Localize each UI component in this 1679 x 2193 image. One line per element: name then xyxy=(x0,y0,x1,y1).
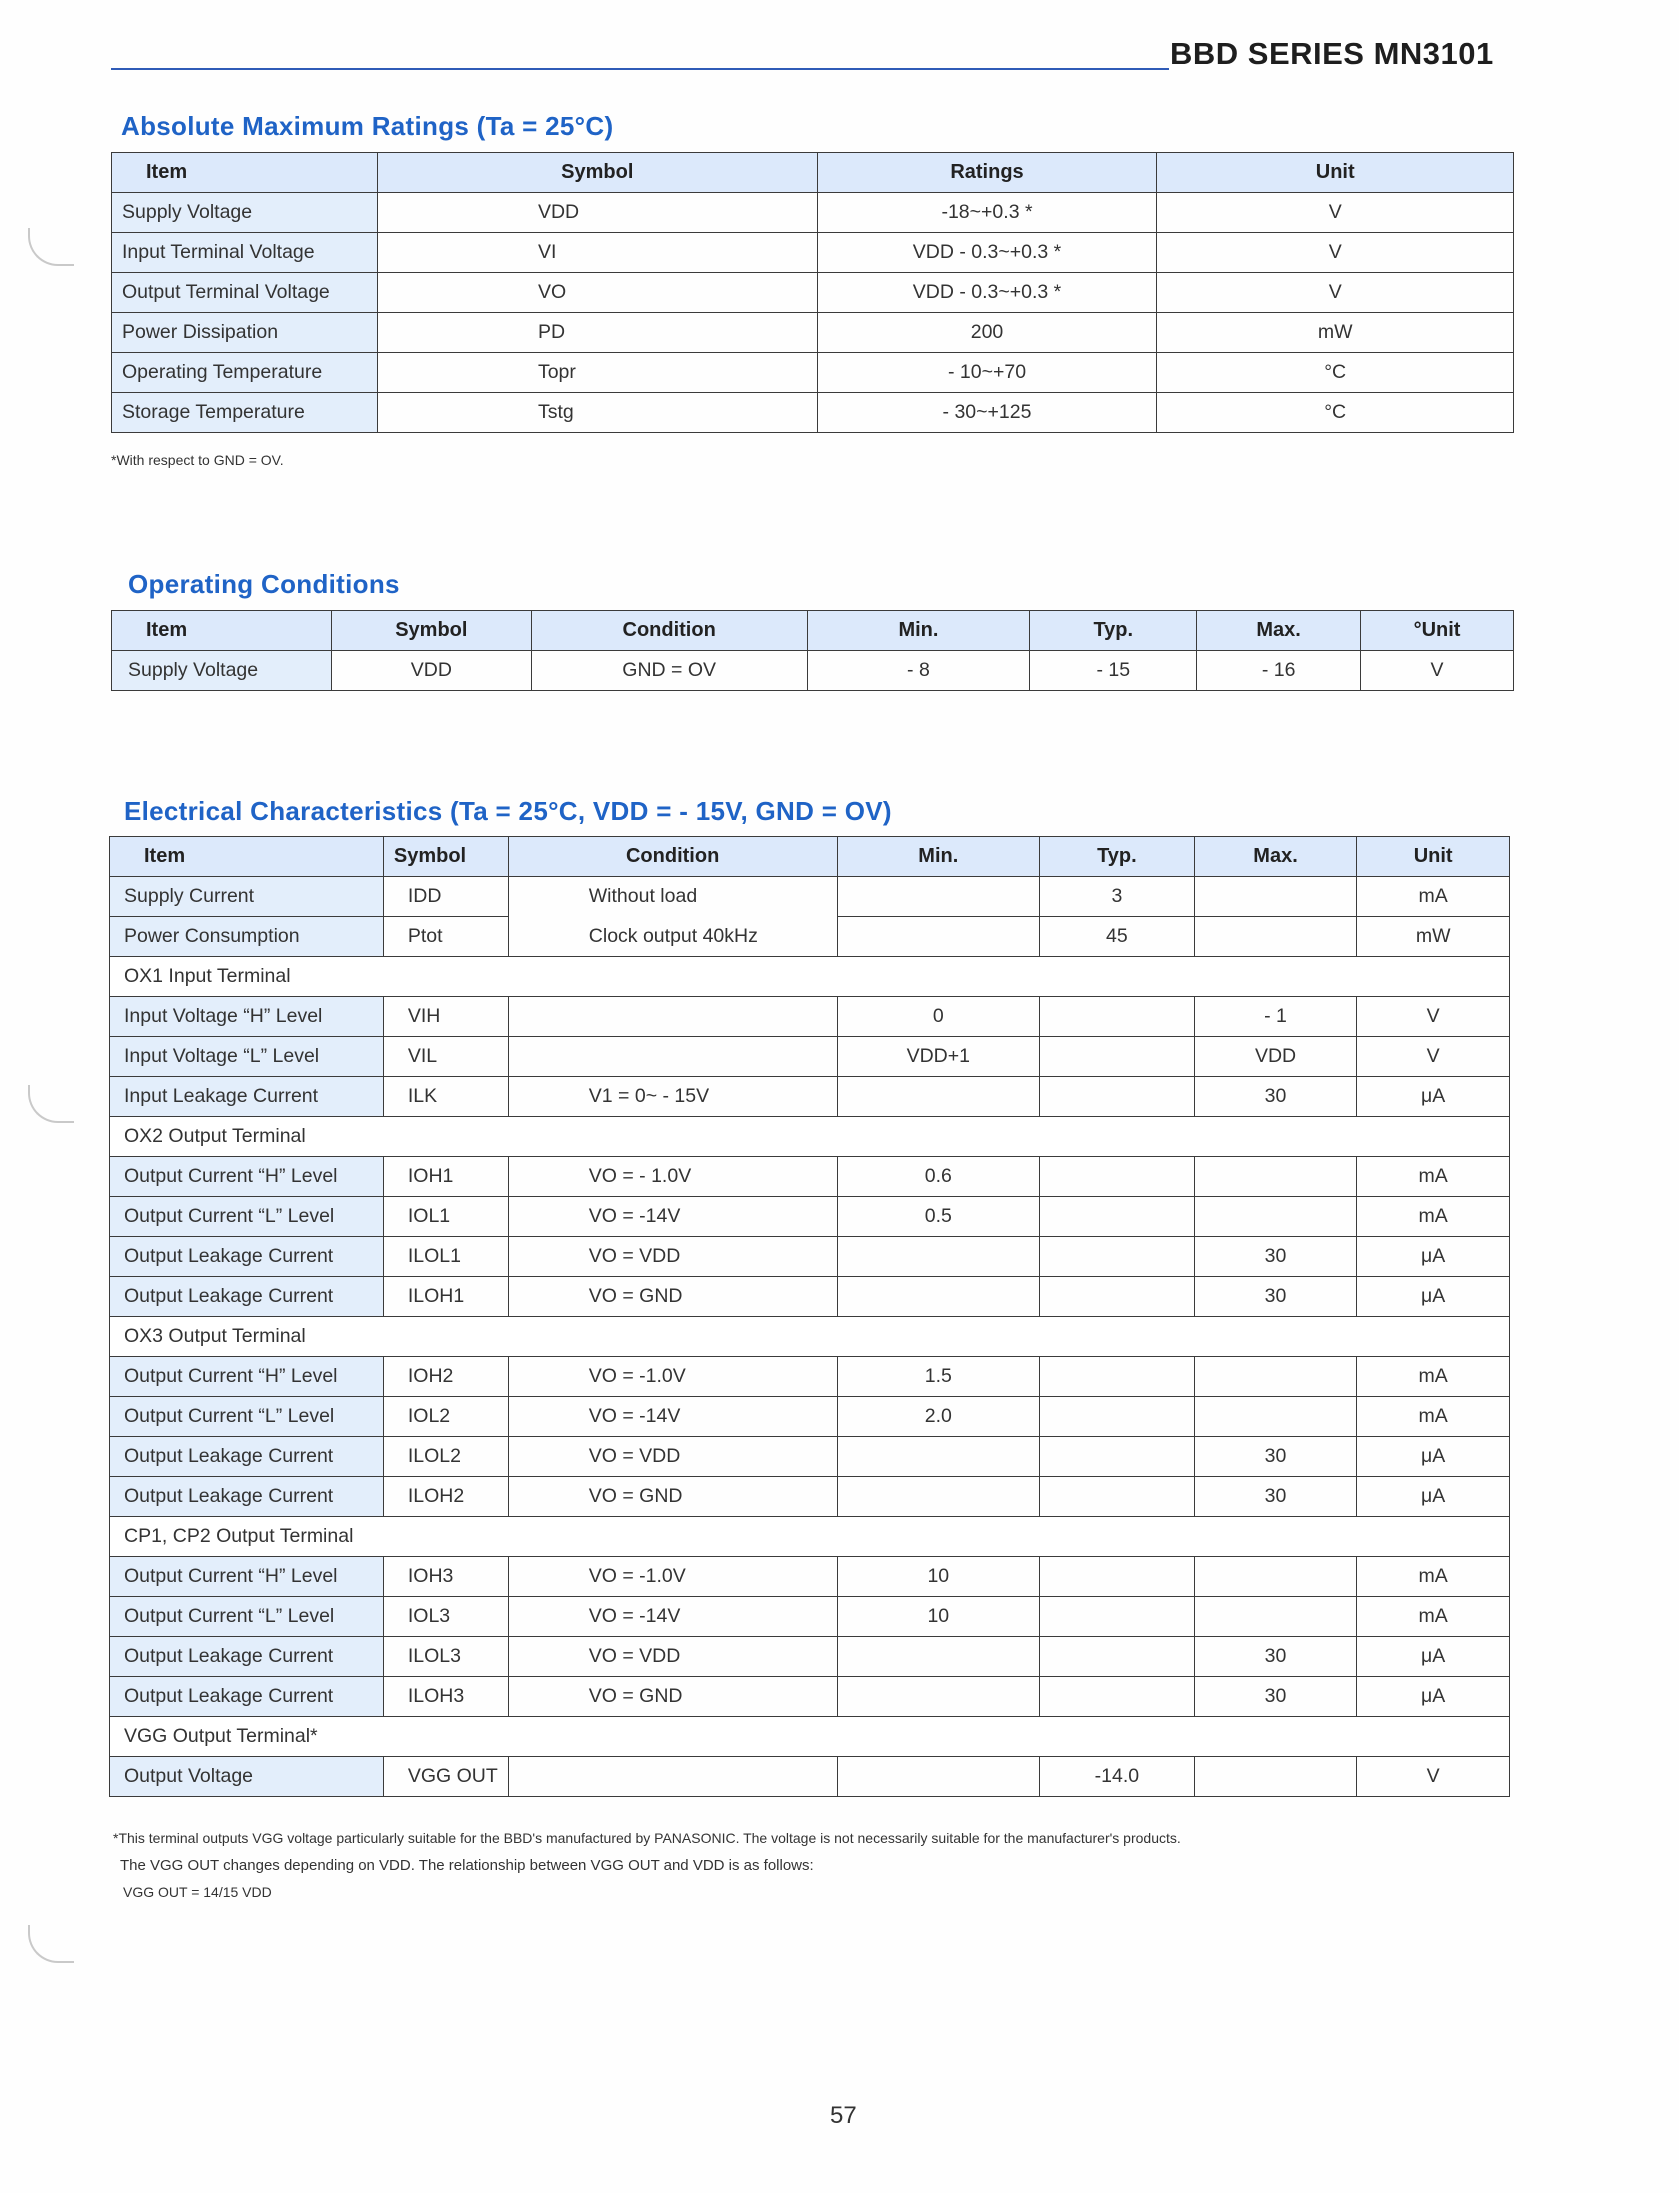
table-cell: mA xyxy=(1357,1357,1510,1397)
table-cell: IOH3 xyxy=(383,1557,508,1597)
table-cell: VDD - 0.3~+0.3 * xyxy=(817,273,1157,313)
table-cell: IOL3 xyxy=(383,1597,508,1637)
table-cell: mA xyxy=(1357,877,1510,917)
table-cell: IOH2 xyxy=(383,1357,508,1397)
header-rule xyxy=(111,68,1169,70)
table-cell: Output Current “L” Level xyxy=(110,1597,384,1637)
table-cell: 30 xyxy=(1194,1637,1357,1677)
table-cell: Output Current “H” Level xyxy=(110,1157,384,1197)
table-cell: Output Leakage Current xyxy=(110,1277,384,1317)
table-row xyxy=(112,353,1514,393)
table-cell: VDD xyxy=(377,193,817,233)
table-cell: Without load xyxy=(508,877,837,917)
elec-footnote: *This terminal outputs VGG voltage particularly suitable for the BBD's manufactured by PANASONIC. The voltage is not necessarily suitable for the manufacturer's products. xyxy=(113,1830,1181,1846)
table-cell: V1 = 0~ - 15V xyxy=(508,1077,837,1117)
col-header: Typ. xyxy=(1030,611,1197,651)
table-cell: - 8 xyxy=(807,651,1030,691)
group-label: CP1, CP2 Output Terminal xyxy=(110,1517,1510,1557)
table-group-row xyxy=(110,1517,1510,1557)
table-cell: VO = GND xyxy=(508,1677,837,1717)
table-cell: 30 xyxy=(1194,1277,1357,1317)
table-row xyxy=(110,1557,1510,1597)
col-header: Max. xyxy=(1197,611,1361,651)
table-cell: mW xyxy=(1157,313,1514,353)
table-cell: Storage Temperature xyxy=(112,393,378,433)
col-header: Max. xyxy=(1194,837,1357,877)
table-cell xyxy=(1194,1157,1357,1197)
table-cell xyxy=(1040,1277,1195,1317)
table-row xyxy=(110,1637,1510,1677)
table-cell: ILOL1 xyxy=(383,1237,508,1277)
group-label: OX1 Input Terminal xyxy=(110,957,1510,997)
table-cell: V xyxy=(1157,273,1514,313)
table-row xyxy=(110,1237,1510,1277)
abs-max-footnote: *With respect to GND = OV. xyxy=(111,452,284,468)
table-cell: μA xyxy=(1357,1277,1510,1317)
table-cell xyxy=(837,1077,1040,1117)
table-cell: Output Current “L” Level xyxy=(110,1197,384,1237)
table-cell: ILOH1 xyxy=(383,1277,508,1317)
table-cell: 0 xyxy=(837,997,1040,1037)
table-cell: 3 xyxy=(1040,877,1195,917)
col-header: Unit xyxy=(1357,837,1510,877)
table-cell: ILOH3 xyxy=(383,1677,508,1717)
table-header-row xyxy=(112,611,1514,651)
table-cell: VO = -14V xyxy=(508,1197,837,1237)
col-header: Item xyxy=(112,153,378,193)
table-cell xyxy=(1194,1357,1357,1397)
table-cell: 45 xyxy=(1040,917,1195,957)
table-cell: ILK xyxy=(383,1077,508,1117)
table-row xyxy=(112,393,1514,433)
table-cell: mA xyxy=(1357,1397,1510,1437)
table-cell xyxy=(508,1037,837,1077)
table-cell: ILOL2 xyxy=(383,1437,508,1477)
header-title: BBD SERIES MN3101 xyxy=(1170,36,1494,71)
table-cell: VDD xyxy=(1194,1037,1357,1077)
table-cell xyxy=(1040,1557,1195,1597)
table-cell: VO = GND xyxy=(508,1477,837,1517)
table-cell: - 10~+70 xyxy=(817,353,1157,393)
table-cell: - 15 xyxy=(1030,651,1197,691)
table-cell: Output Leakage Current xyxy=(110,1637,384,1677)
table-cell: VIH xyxy=(383,997,508,1037)
table-row xyxy=(110,997,1510,1037)
table-cell: Supply Current xyxy=(110,877,384,917)
table-cell xyxy=(1194,1397,1357,1437)
table-cell xyxy=(837,1637,1040,1677)
table-cell xyxy=(837,1677,1040,1717)
table-cell: VO = -14V xyxy=(508,1597,837,1637)
table-row xyxy=(110,1197,1510,1237)
table-cell: Operating Temperature xyxy=(112,353,378,393)
table-cell: Input Terminal Voltage xyxy=(112,233,378,273)
col-header: Min. xyxy=(837,837,1040,877)
table-cell: PD xyxy=(377,313,817,353)
table-cell xyxy=(508,997,837,1037)
table-cell: 10 xyxy=(837,1557,1040,1597)
table-cell xyxy=(1040,1197,1195,1237)
table-cell: 2.0 xyxy=(837,1397,1040,1437)
table-cell: mA xyxy=(1357,1597,1510,1637)
table-cell xyxy=(837,1277,1040,1317)
table-cell: Output Leakage Current xyxy=(110,1677,384,1717)
table-cell: VO = VDD xyxy=(508,1437,837,1477)
table-row xyxy=(112,313,1514,353)
table-row xyxy=(110,1757,1510,1797)
table-cell: - 30~+125 xyxy=(817,393,1157,433)
table-cell xyxy=(1040,1157,1195,1197)
table-group-row xyxy=(110,1117,1510,1157)
table-cell: VO = GND xyxy=(508,1277,837,1317)
table-cell: μA xyxy=(1357,1437,1510,1477)
table-cell: Output Current “L” Level xyxy=(110,1397,384,1437)
table-row xyxy=(112,651,1514,691)
table-row xyxy=(110,1397,1510,1437)
table-cell xyxy=(1040,1397,1195,1437)
table-cell: Supply Voltage xyxy=(112,193,378,233)
table-cell: 0.5 xyxy=(837,1197,1040,1237)
table-cell: VGG OUT xyxy=(383,1757,508,1797)
table-cell: IOH1 xyxy=(383,1157,508,1197)
table-row xyxy=(110,1077,1510,1117)
table-cell: -18~+0.3 * xyxy=(817,193,1157,233)
table-cell xyxy=(1040,1037,1195,1077)
table-cell: VIL xyxy=(383,1037,508,1077)
table-cell: IDD xyxy=(383,877,508,917)
table-row xyxy=(110,1037,1510,1077)
op-cond-table xyxy=(111,610,1514,691)
col-header: Unit xyxy=(1157,153,1514,193)
table-row xyxy=(110,917,1510,957)
table-cell: - 1 xyxy=(1194,997,1357,1037)
col-header: Condition xyxy=(508,837,837,877)
table-cell: μA xyxy=(1357,1637,1510,1677)
table-row xyxy=(110,1277,1510,1317)
table-cell xyxy=(1040,1357,1195,1397)
table-cell xyxy=(1040,1477,1195,1517)
table-cell xyxy=(1194,1597,1357,1637)
table-cell: μA xyxy=(1357,1237,1510,1277)
table-cell: VDD xyxy=(331,651,531,691)
table-cell xyxy=(1040,1077,1195,1117)
col-header: Ratings xyxy=(817,153,1157,193)
abs-max-title: Absolute Maximum Ratings (Ta = 25°C) xyxy=(121,111,614,141)
table-cell xyxy=(1040,997,1195,1037)
col-header: Symbol xyxy=(377,153,817,193)
table-row xyxy=(110,1597,1510,1637)
group-label: OX2 Output Terminal xyxy=(110,1117,1510,1157)
table-cell: μA xyxy=(1357,1477,1510,1517)
table-cell: Ptot xyxy=(383,917,508,957)
elec-footnote: VGG OUT = 14/15 VDD xyxy=(123,1884,272,1900)
table-cell xyxy=(508,1757,837,1797)
table-cell: Supply Voltage xyxy=(112,651,332,691)
table-cell xyxy=(837,1437,1040,1477)
table-cell: Tstg xyxy=(377,393,817,433)
table-cell: VO = -14V xyxy=(508,1397,837,1437)
col-header: Min. xyxy=(807,611,1030,651)
punch-hole-mark xyxy=(28,1085,74,1123)
table-cell xyxy=(1194,1557,1357,1597)
punch-hole-mark xyxy=(28,228,74,266)
col-header: Symbol xyxy=(383,837,508,877)
table-cell: -14.0 xyxy=(1040,1757,1195,1797)
table-group-row xyxy=(110,1717,1510,1757)
table-cell: VI xyxy=(377,233,817,273)
table-row xyxy=(110,877,1510,917)
table-cell: °C xyxy=(1157,393,1514,433)
table-cell: 1.5 xyxy=(837,1357,1040,1397)
table-cell: 30 xyxy=(1194,1077,1357,1117)
table-cell: Output Current “H” Level xyxy=(110,1557,384,1597)
table-cell xyxy=(1194,1757,1357,1797)
table-cell: Output Leakage Current xyxy=(110,1477,384,1517)
page-number: 57 xyxy=(830,2102,857,2129)
table-row xyxy=(110,1477,1510,1517)
abs-max-table xyxy=(111,152,1514,433)
table-cell: Output Voltage xyxy=(110,1757,384,1797)
table-cell: - 16 xyxy=(1197,651,1361,691)
table-cell: Input Voltage “L” Level xyxy=(110,1037,384,1077)
table-cell: VO = -1.0V xyxy=(508,1557,837,1597)
table-row xyxy=(112,233,1514,273)
table-cell: Output Terminal Voltage xyxy=(112,273,378,313)
table-cell: Topr xyxy=(377,353,817,393)
table-cell: 200 xyxy=(817,313,1157,353)
table-cell: μA xyxy=(1357,1077,1510,1117)
table-header-row xyxy=(110,837,1510,877)
op-cond-title: Operating Conditions xyxy=(128,569,400,599)
table-cell xyxy=(837,917,1040,957)
table-cell: V xyxy=(1357,1037,1510,1077)
table-cell xyxy=(1194,877,1357,917)
table-cell: V xyxy=(1357,997,1510,1037)
col-header: Item xyxy=(112,611,332,651)
table-group-row xyxy=(110,1317,1510,1357)
table-cell: Output Current “H” Level xyxy=(110,1357,384,1397)
table-cell xyxy=(837,877,1040,917)
table-cell: VDD+1 xyxy=(837,1037,1040,1077)
table-cell: VO = -1.0V xyxy=(508,1357,837,1397)
table-header-row xyxy=(112,153,1514,193)
table-cell: 30 xyxy=(1194,1437,1357,1477)
punch-hole-mark xyxy=(28,1925,74,1963)
table-cell: μA xyxy=(1357,1677,1510,1717)
table-row xyxy=(110,1357,1510,1397)
table-row xyxy=(112,193,1514,233)
table-cell: VO = - 1.0V xyxy=(508,1157,837,1197)
elec-table xyxy=(109,836,1510,1797)
table-cell: 30 xyxy=(1194,1677,1357,1717)
group-label: VGG Output Terminal* xyxy=(110,1717,1510,1757)
table-cell: IOL2 xyxy=(383,1397,508,1437)
table-cell: °C xyxy=(1157,353,1514,393)
table-cell: mW xyxy=(1357,917,1510,957)
table-cell: IOL1 xyxy=(383,1197,508,1237)
table-cell: 30 xyxy=(1194,1237,1357,1277)
table-cell: V xyxy=(1357,1757,1510,1797)
table-cell: VDD - 0.3~+0.3 * xyxy=(817,233,1157,273)
col-header: Item xyxy=(110,837,384,877)
table-cell: mA xyxy=(1357,1197,1510,1237)
table-cell xyxy=(1040,1637,1195,1677)
table-cell: Output Leakage Current xyxy=(110,1437,384,1477)
table-cell xyxy=(1194,917,1357,957)
table-cell: Power Dissipation xyxy=(112,313,378,353)
table-cell xyxy=(1040,1597,1195,1637)
table-cell: V xyxy=(1361,651,1514,691)
table-cell xyxy=(1040,1237,1195,1277)
table-cell: ILOL3 xyxy=(383,1637,508,1677)
table-cell: Input Leakage Current xyxy=(110,1077,384,1117)
table-row xyxy=(110,1157,1510,1197)
col-header: Condition xyxy=(531,611,807,651)
table-cell: VO = VDD xyxy=(508,1237,837,1277)
table-cell: V xyxy=(1157,233,1514,273)
table-cell: VO = VDD xyxy=(508,1637,837,1677)
table-cell xyxy=(837,1477,1040,1517)
elec-title: Electrical Characteristics (Ta = 25°C, VDD = - 15V, GND = OV) xyxy=(124,796,892,826)
table-cell: Power Consumption xyxy=(110,917,384,957)
table-cell: Input Voltage “H” Level xyxy=(110,997,384,1037)
table-cell: VO xyxy=(377,273,817,313)
table-cell xyxy=(837,1237,1040,1277)
table-cell: Output Leakage Current xyxy=(110,1237,384,1277)
col-header: Typ. xyxy=(1040,837,1195,877)
table-row xyxy=(110,1437,1510,1477)
table-cell xyxy=(837,1757,1040,1797)
col-header: °Unit xyxy=(1361,611,1514,651)
table-cell: mA xyxy=(1357,1557,1510,1597)
table-cell: 0.6 xyxy=(837,1157,1040,1197)
table-cell: mA xyxy=(1357,1157,1510,1197)
table-group-row xyxy=(110,957,1510,997)
col-header: Symbol xyxy=(331,611,531,651)
table-cell xyxy=(1040,1677,1195,1717)
table-cell: V xyxy=(1157,193,1514,233)
table-row xyxy=(112,273,1514,313)
table-cell: ILOH2 xyxy=(383,1477,508,1517)
elec-footnote: The VGG OUT changes depending on VDD. The relationship between VGG OUT and VDD is as follows: xyxy=(120,1857,814,1874)
table-cell xyxy=(1040,1437,1195,1477)
table-cell: GND = OV xyxy=(531,651,807,691)
group-label: OX3 Output Terminal xyxy=(110,1317,1510,1357)
table-cell xyxy=(1194,1197,1357,1237)
table-row xyxy=(110,1677,1510,1717)
table-cell: 10 xyxy=(837,1597,1040,1637)
table-cell: 30 xyxy=(1194,1477,1357,1517)
table-cell: Clock output 40kHz xyxy=(508,917,837,957)
